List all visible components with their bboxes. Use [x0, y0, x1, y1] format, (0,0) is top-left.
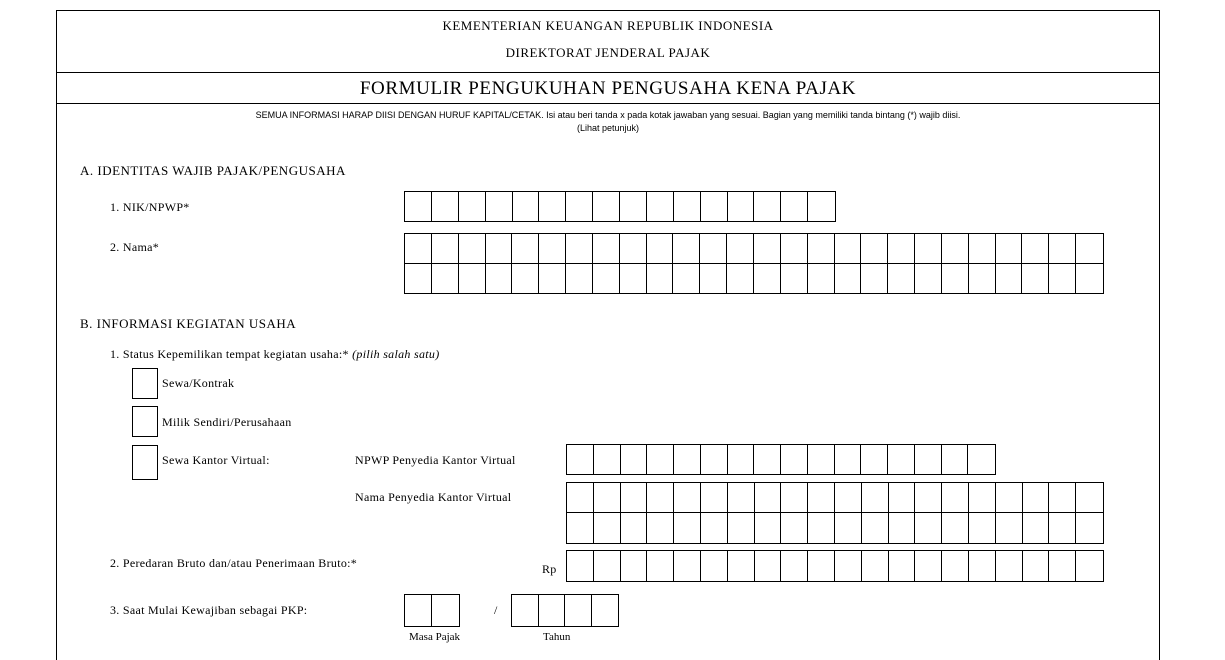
char-box[interactable] [565, 595, 592, 626]
char-box[interactable] [701, 483, 728, 512]
char-box[interactable] [700, 264, 727, 294]
char-box[interactable] [594, 513, 621, 543]
char-box[interactable] [647, 551, 674, 581]
char-box[interactable] [889, 483, 916, 512]
char-box[interactable] [915, 513, 942, 543]
char-box[interactable] [915, 264, 942, 294]
char-box[interactable] [996, 264, 1023, 294]
tahun-label: Tahun [543, 631, 571, 643]
char-box[interactable] [969, 234, 996, 263]
char-box[interactable] [835, 264, 862, 294]
char-box[interactable] [459, 192, 486, 221]
char-box[interactable] [567, 551, 594, 581]
char-box[interactable] [808, 234, 835, 263]
checkbox-milik-sendiri[interactable] [132, 406, 158, 437]
char-box[interactable] [942, 513, 969, 543]
char-box[interactable] [861, 445, 888, 474]
char-box[interactable] [808, 445, 835, 474]
char-box[interactable] [459, 234, 486, 263]
char-box[interactable] [728, 192, 755, 221]
option-milik-label: Milik Sendiri/Perusahaan [162, 415, 292, 429]
status-label-text: 1. Status Kepemilikan tempat kegiatan usaha:* [110, 347, 349, 361]
char-box[interactable] [1023, 513, 1050, 543]
char-box[interactable] [539, 264, 566, 294]
char-box[interactable] [1076, 551, 1103, 581]
char-box[interactable] [968, 445, 995, 474]
char-box[interactable] [486, 234, 513, 263]
char-box[interactable] [459, 264, 486, 294]
char-box[interactable] [701, 551, 728, 581]
char-box-row [405, 264, 1103, 294]
checkbox-kantor-virtual[interactable] [132, 445, 158, 480]
char-box[interactable] [996, 483, 1023, 512]
char-box[interactable] [486, 264, 513, 294]
option-virtual-label: Sewa Kantor Virtual: [162, 453, 270, 467]
char-box[interactable] [701, 192, 728, 221]
char-box[interactable] [861, 234, 888, 263]
char-box[interactable] [754, 445, 781, 474]
nama-penyedia-input-grid[interactable] [566, 482, 1104, 544]
char-box[interactable] [620, 192, 647, 221]
ministry-name: KEMENTERIAN KEUANGAN REPUBLIK INDONESIA [442, 18, 774, 33]
char-box[interactable] [996, 551, 1023, 581]
checkbox-sewa-kontrak[interactable] [132, 368, 158, 399]
char-box[interactable] [512, 264, 539, 294]
char-box[interactable] [1049, 551, 1076, 581]
char-box[interactable] [835, 234, 862, 263]
char-box[interactable] [647, 234, 674, 263]
char-box[interactable] [621, 445, 648, 474]
nama-label: 2. Nama* [110, 240, 160, 254]
char-box[interactable] [728, 445, 755, 474]
masa-pajak-input-grid[interactable] [404, 594, 460, 627]
char-box[interactable] [969, 264, 996, 294]
char-box[interactable] [1049, 513, 1076, 543]
char-box[interactable] [781, 445, 808, 474]
char-box[interactable] [969, 483, 996, 512]
char-box[interactable] [1049, 264, 1076, 294]
form-title: FORMULIR PENGUKUHAN PENGUSAHA KENA PAJAK [359, 78, 857, 99]
char-box[interactable] [942, 234, 969, 263]
title-divider [56, 103, 1160, 104]
char-box[interactable] [594, 445, 621, 474]
char-box[interactable] [862, 513, 889, 543]
char-box[interactable] [647, 483, 674, 512]
peredaran-label: 2. Peredaran Bruto dan/atau Penerimaan Bruto:* [110, 556, 358, 570]
char-box[interactable] [862, 483, 889, 512]
char-box[interactable] [674, 483, 701, 512]
npwp-penyedia-input-grid[interactable] [566, 444, 996, 475]
saat-mulai-label: 3. Saat Mulai Kewajiban sebagai PKP: [110, 603, 308, 617]
char-box[interactable] [996, 513, 1023, 543]
char-box[interactable] [781, 551, 808, 581]
char-box[interactable] [700, 234, 727, 263]
peredaran-input-grid[interactable] [566, 550, 1104, 582]
char-box[interactable] [647, 513, 674, 543]
char-box[interactable] [566, 234, 593, 263]
char-box[interactable] [808, 551, 835, 581]
char-box[interactable] [808, 192, 835, 221]
char-box[interactable] [621, 551, 648, 581]
char-box[interactable] [728, 483, 755, 512]
char-box[interactable] [781, 192, 808, 221]
char-box[interactable] [808, 264, 835, 294]
char-box[interactable] [969, 551, 996, 581]
instruction-note: (Lihat petunjuk) [576, 123, 640, 133]
currency-label: Rp [542, 562, 557, 576]
char-box[interactable] [674, 551, 701, 581]
char-box[interactable] [621, 513, 648, 543]
char-box[interactable] [432, 595, 459, 626]
char-box[interactable] [942, 445, 969, 474]
char-box[interactable] [593, 264, 620, 294]
char-box[interactable] [861, 264, 888, 294]
char-box[interactable] [567, 445, 594, 474]
char-box[interactable] [808, 513, 835, 543]
npwp-penyedia-label: NPWP Penyedia Kantor Virtual [355, 453, 516, 467]
date-separator: / [494, 603, 498, 617]
char-box[interactable] [566, 264, 593, 294]
char-box[interactable] [1022, 234, 1049, 263]
char-box[interactable] [1023, 483, 1050, 512]
header-divider [56, 72, 1160, 73]
char-box[interactable] [405, 595, 432, 626]
char-box[interactable] [915, 483, 942, 512]
char-box[interactable] [567, 483, 594, 512]
char-box[interactable] [567, 513, 594, 543]
char-box[interactable] [674, 445, 701, 474]
char-box[interactable] [728, 513, 755, 543]
char-box[interactable] [888, 234, 915, 263]
masa-pajak-label: Masa Pajak [409, 631, 461, 643]
char-box[interactable] [835, 551, 862, 581]
char-box[interactable] [512, 595, 539, 626]
char-box[interactable] [674, 192, 701, 221]
char-box-row [405, 234, 1103, 264]
char-box[interactable] [621, 483, 648, 512]
char-box[interactable] [781, 234, 808, 263]
tahun-input-grid[interactable] [511, 594, 619, 627]
char-box[interactable] [808, 483, 835, 512]
char-box[interactable] [1022, 264, 1049, 294]
char-box[interactable] [755, 513, 782, 543]
char-box[interactable] [754, 264, 781, 294]
char-box[interactable] [405, 234, 432, 263]
char-box[interactable] [432, 234, 459, 263]
char-box[interactable] [593, 192, 620, 221]
char-box[interactable] [755, 551, 782, 581]
nama-penyedia-label: Nama Penyedia Kantor Virtual [355, 490, 512, 504]
char-box[interactable] [755, 483, 782, 512]
char-box[interactable] [1076, 234, 1103, 263]
char-box[interactable] [1076, 264, 1103, 294]
char-box[interactable] [781, 483, 808, 512]
directorate-name: DIREKTORAT JENDERAL PAJAK [505, 45, 711, 60]
char-box[interactable] [674, 513, 701, 543]
char-box[interactable] [566, 192, 593, 221]
char-box[interactable] [432, 264, 459, 294]
char-box[interactable] [594, 551, 621, 581]
char-box[interactable] [512, 234, 539, 263]
char-box[interactable] [889, 551, 916, 581]
char-box[interactable] [647, 445, 674, 474]
char-box[interactable] [727, 234, 754, 263]
char-box[interactable] [592, 595, 618, 626]
char-box[interactable] [915, 234, 942, 263]
char-box[interactable] [673, 264, 700, 294]
char-box[interactable] [915, 551, 942, 581]
char-box[interactable] [1076, 483, 1103, 512]
char-box[interactable] [727, 264, 754, 294]
char-box-row [567, 483, 1103, 513]
nik-label: 1. NIK/NPWP* [110, 200, 190, 214]
char-box[interactable] [673, 234, 700, 263]
char-box-row [567, 513, 1103, 543]
char-box[interactable] [942, 551, 969, 581]
char-box[interactable] [1049, 483, 1076, 512]
char-box[interactable] [835, 513, 862, 543]
char-box[interactable] [781, 264, 808, 294]
char-box[interactable] [942, 483, 969, 512]
char-box[interactable] [539, 192, 566, 221]
char-box[interactable] [781, 513, 808, 543]
char-box[interactable] [1023, 551, 1050, 581]
char-box[interactable] [539, 234, 566, 263]
char-box[interactable] [862, 551, 889, 581]
char-box[interactable] [647, 264, 674, 294]
nama-input-grid[interactable] [404, 233, 1104, 294]
char-box[interactable] [915, 445, 942, 474]
char-box[interactable] [835, 445, 862, 474]
option-sewa-label: Sewa/Kontrak [162, 376, 235, 390]
section-b-title: B. INFORMASI KEGIATAN USAHA [80, 316, 297, 331]
char-box[interactable] [942, 264, 969, 294]
instruction-text: SEMUA INFORMASI HARAP DIISI DENGAN HURUF KAPITAL/CETAK. Isi atau beri tanda x pada kotak jawaban yang sesuai. Bagian yang memiliki tanda bintang (*) wajib diisi. [255, 110, 961, 120]
char-box[interactable] [539, 595, 566, 626]
char-box[interactable] [405, 264, 432, 294]
char-box[interactable] [432, 192, 459, 221]
char-box[interactable] [405, 192, 432, 221]
char-box[interactable] [1049, 234, 1076, 263]
char-box[interactable] [486, 192, 513, 221]
section-a-title: A. IDENTITAS WAJIB PAJAK/PENGUSAHA [80, 163, 346, 178]
char-box[interactable] [888, 264, 915, 294]
char-box[interactable] [647, 192, 674, 221]
char-box[interactable] [701, 513, 728, 543]
char-box[interactable] [969, 513, 996, 543]
char-box[interactable] [513, 192, 540, 221]
char-box[interactable] [1076, 513, 1103, 543]
char-box[interactable] [620, 234, 647, 263]
char-box[interactable] [701, 445, 728, 474]
status-hint: (pilih salah satu) [352, 347, 440, 361]
char-box[interactable] [888, 445, 915, 474]
status-label [110, 347, 440, 362]
char-box[interactable] [594, 483, 621, 512]
char-box[interactable] [889, 513, 916, 543]
nik-input-grid[interactable] [404, 191, 836, 222]
char-box[interactable] [835, 483, 862, 512]
char-box[interactable] [996, 234, 1023, 263]
char-box[interactable] [754, 234, 781, 263]
char-box[interactable] [754, 192, 781, 221]
char-box[interactable] [728, 551, 755, 581]
char-box[interactable] [593, 234, 620, 263]
char-box[interactable] [620, 264, 647, 294]
